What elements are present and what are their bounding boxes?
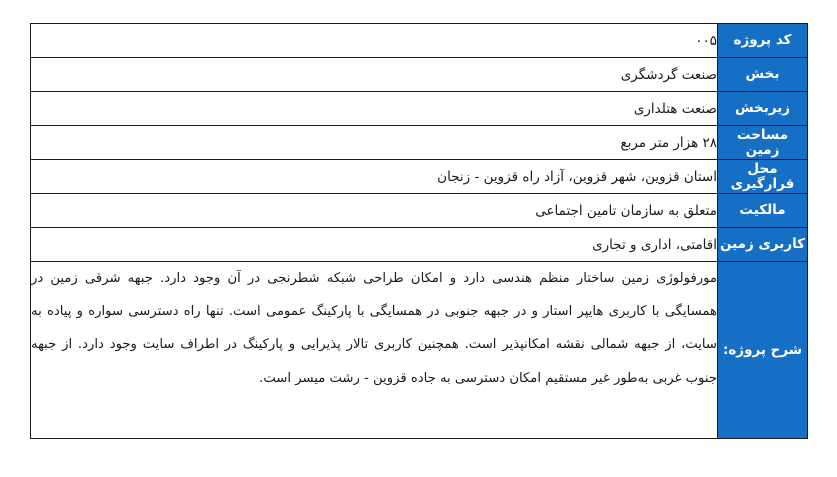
row-location	[31, 160, 808, 194]
value-project-code: ۰۰۵	[31, 24, 718, 58]
row-project-code	[31, 24, 808, 58]
label-ownership: مالکیت	[718, 194, 808, 228]
row-ownership	[31, 194, 808, 228]
project-info-sheet	[30, 23, 808, 439]
value-project-description: مورفولوژی زمین ساختار منظم هندسی دارد و امکان طراحی شبکه شطرنجی در آن وجود دارد. جبهه شرقی زمین در همسایگی با کاربری هایپر استار و در جبهه جنوبی در همسایگی با پارکینگ عمومی است. تنها راه دسترسی سواره و پیاده به سایت، از جبهه شمالی نقشه امکانپذیر است. همچنین کاربری تالار پذیرایی و پارکینگ در اطراف سایت وجود دارد. از جبهه جنوب غربی به‌طور غیر مستقیم امکان دسترسی به جاده قزوین - رشت میسر است.	[31, 262, 718, 439]
project-info-table	[30, 23, 808, 439]
value-subsector: صنعت هتلداری	[31, 92, 718, 126]
row-land-use	[31, 228, 808, 262]
label-subsector: زیربخش	[718, 92, 808, 126]
label-project-description: شرح پروژه:	[718, 262, 808, 439]
value-sector: صنعت گردشگری	[31, 58, 718, 92]
value-ownership: متعلق به سازمان تامین اجتماعی	[31, 194, 718, 228]
value-land-area: ۲۸ هزار متر مربع	[31, 126, 718, 160]
value-location: استان قزوین، شهر قزوین، آزاد راه قزوین - زنجان	[31, 160, 718, 194]
label-land-use: کاربری زمین	[718, 228, 808, 262]
value-land-use: اقامتی، اداری و تجاری	[31, 228, 718, 262]
label-sector: بخش	[718, 58, 808, 92]
label-location: محل قرارگیری	[718, 160, 808, 194]
row-project-description	[31, 262, 808, 439]
row-land-area	[31, 126, 808, 160]
row-subsector	[31, 92, 808, 126]
label-project-code: کد پروژه	[718, 24, 808, 58]
row-sector	[31, 58, 808, 92]
label-land-area: مساحت زمین	[718, 126, 808, 160]
